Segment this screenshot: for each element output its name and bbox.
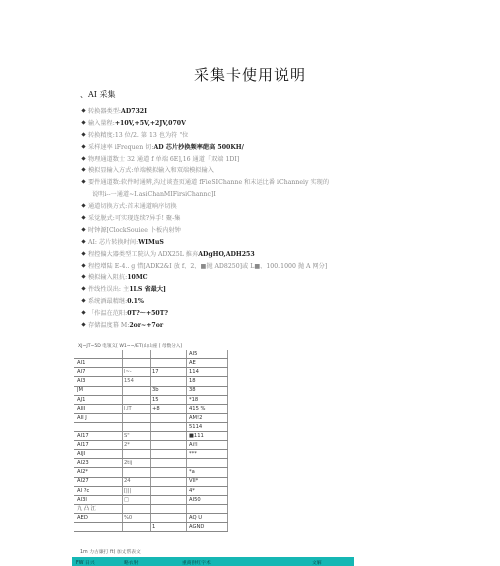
table-row bbox=[74, 514, 228, 523]
table-row bbox=[74, 432, 228, 441]
table-row bbox=[74, 487, 228, 496]
spec-key: 模拟显输入方式:单端模拟输入和双端模拟输入 bbox=[88, 167, 214, 175]
pin-table-caption: XJ~JT~5D 电领义[ W1~~/ET(山山座 [ 母数分入] bbox=[78, 344, 183, 349]
spec-line bbox=[82, 130, 382, 142]
table-cell: AI3I bbox=[77, 496, 87, 503]
document-title: 采集卡使用说明 bbox=[193, 66, 306, 84]
spec-line bbox=[82, 118, 382, 130]
table-cell: *a bbox=[189, 469, 195, 476]
table-cell: AI3 bbox=[77, 378, 86, 385]
table-cell: *** bbox=[189, 451, 197, 458]
table-row bbox=[74, 441, 228, 450]
bullet-icon bbox=[81, 156, 85, 160]
spec-key: 「作温在范阳: bbox=[88, 310, 128, 318]
spec-key: 系统酒最精继: bbox=[88, 298, 128, 306]
spec-line bbox=[82, 308, 382, 320]
table-row bbox=[74, 450, 228, 459]
table-cell: AI27 bbox=[77, 478, 89, 485]
table-cell: ■111 bbox=[189, 432, 204, 439]
table-row bbox=[74, 414, 228, 423]
spec-line bbox=[82, 225, 382, 237]
spec-key: 程控增陆 E-4.. g 惜[ADK2&I 放 f、2、■抛 AD8250]或 L■、100.1000 抛 A 网分] bbox=[88, 262, 328, 270]
bullet-icon bbox=[81, 251, 85, 255]
spec-value: AD 芯片抄换频率葩高 500KH/ bbox=[153, 143, 244, 151]
table-cell: 4* bbox=[189, 487, 195, 494]
spec-line bbox=[82, 284, 382, 296]
spec-line bbox=[82, 320, 382, 332]
table-row bbox=[74, 523, 228, 532]
table-row bbox=[74, 423, 228, 432]
spec-key: 通道切换方式:首末通道晌序切换 bbox=[88, 203, 177, 211]
spec-value: 0.1% bbox=[127, 298, 144, 306]
table-row bbox=[74, 468, 228, 477]
table-row bbox=[74, 377, 228, 386]
bullet-icon bbox=[81, 168, 85, 172]
table-cell: 3b bbox=[152, 387, 159, 394]
spec-line bbox=[82, 237, 382, 249]
table-cell: AIJI bbox=[77, 451, 86, 458]
table-cell: 5114 bbox=[189, 423, 203, 430]
spec-line bbox=[82, 189, 382, 201]
footer-caption: 1m 力古廉打 ft) 加丈帮表文 bbox=[80, 550, 141, 555]
table-row bbox=[74, 505, 228, 514]
table-row bbox=[74, 459, 228, 468]
table-cell: AE bbox=[189, 360, 196, 367]
table-cell: 九 凸 江 bbox=[77, 505, 96, 512]
spec-line bbox=[82, 261, 382, 273]
table-row bbox=[74, 368, 228, 377]
spec-key: 转换器类型: bbox=[88, 108, 122, 115]
table-cell: AI23 bbox=[77, 460, 89, 467]
table-cell: AI5 bbox=[189, 351, 198, 357]
bullet-icon bbox=[81, 204, 85, 208]
spec-line bbox=[82, 165, 382, 177]
spec-key: 存储温度幕 M: bbox=[88, 322, 130, 330]
spec-list bbox=[82, 106, 382, 332]
spec-line bbox=[82, 106, 382, 118]
table-cell: 1 bbox=[152, 523, 156, 530]
bullet-icon bbox=[81, 227, 85, 231]
section-heading: 、AI 采集 bbox=[80, 90, 116, 99]
table-cell: 415 % bbox=[189, 405, 206, 412]
bullet-icon bbox=[81, 322, 85, 326]
bullet-icon bbox=[81, 120, 85, 124]
spec-line bbox=[82, 142, 382, 154]
table-cell: AJ1 bbox=[77, 396, 86, 403]
footer-cell: 文解 bbox=[312, 561, 322, 566]
spec-key: 件线性误出: 主 bbox=[88, 286, 130, 294]
table-row bbox=[74, 477, 228, 486]
spec-key: 程控偏大器类型工院认为 ADX25L 推弃 bbox=[88, 250, 199, 258]
table-cell: JM bbox=[77, 387, 84, 394]
table-cell: VII* bbox=[189, 478, 199, 485]
table-cell: S" bbox=[124, 432, 130, 439]
spec-key: 说明i--一通道~I.asiChanMIFirsiChannc]I bbox=[92, 191, 216, 199]
table-row bbox=[74, 350, 228, 359]
table-cell: AII J bbox=[77, 414, 87, 421]
spec-value: WIMuS bbox=[138, 238, 164, 246]
table-row bbox=[74, 405, 228, 414]
table-cell: 2tij bbox=[124, 460, 133, 467]
spec-line bbox=[82, 201, 382, 213]
spec-key: 时钟源[ClockSouiee 卜板内射钟 bbox=[88, 226, 181, 234]
spec-line bbox=[82, 272, 382, 284]
bullet-icon bbox=[81, 299, 85, 303]
table-row bbox=[74, 396, 228, 405]
table-row bbox=[74, 386, 228, 395]
table-cell: AIII bbox=[77, 405, 86, 412]
spec-key: 转换精度:13 位/2. 第 13 也为符 "位 bbox=[88, 131, 189, 139]
spec-key: 输入量程: bbox=[88, 119, 115, 127]
table-cell: AI2* bbox=[77, 469, 88, 476]
spec-line bbox=[82, 177, 382, 189]
table-cell: 2* bbox=[124, 442, 130, 448]
table-cell: 24 bbox=[124, 478, 131, 485]
pin-table bbox=[74, 350, 228, 532]
table-cell: 154 bbox=[124, 378, 134, 385]
table-cell: 38 bbox=[189, 387, 196, 394]
table-cell: AI ?c bbox=[77, 487, 90, 494]
table-row bbox=[74, 359, 228, 368]
spec-value: 10MC bbox=[127, 274, 148, 282]
spec-line bbox=[82, 296, 382, 308]
table-cell: l.lT bbox=[124, 405, 132, 412]
bullet-icon bbox=[81, 144, 85, 148]
table-cell: +8 bbox=[152, 405, 160, 412]
spec-key: 物理通道数士 32 通道 f 单端 6E],16 通道「双端 1DI] bbox=[88, 155, 240, 163]
table-cell: 114 bbox=[189, 369, 199, 376]
spec-value: 2or~+7or bbox=[129, 322, 164, 330]
footer-bar bbox=[72, 557, 354, 566]
spec-line bbox=[82, 154, 382, 166]
bullet-icon bbox=[81, 239, 85, 243]
spec-key: 模拟输入阻抗: bbox=[88, 274, 128, 282]
table-cell: AI17 bbox=[77, 442, 89, 448]
bullet-icon bbox=[81, 215, 85, 219]
spec-line bbox=[82, 213, 382, 225]
table-cell: AI1 bbox=[77, 360, 86, 367]
table-cell: AGND bbox=[189, 523, 205, 530]
spec-value: AD732I bbox=[121, 108, 148, 115]
spec-key: AI: 芯片转换时间: bbox=[88, 238, 139, 246]
table-cell: Ai!l bbox=[189, 442, 198, 448]
table-cell: AI7 bbox=[77, 369, 86, 376]
table-cell: *18 bbox=[189, 396, 199, 403]
table-row bbox=[74, 496, 228, 505]
spec-value: +10V,+5V,+2JV,070V bbox=[114, 119, 186, 127]
spec-key: 采觉脱式:可实现连续?异手! 聚-集 bbox=[88, 215, 181, 223]
table-cell: 18 bbox=[189, 378, 196, 385]
footer-cell: 略衣射 bbox=[124, 561, 139, 566]
spec-key: 要件通道数:软件时通辨,沟过谈查页通道 fFieSIChanne 和末运比番 iChanneiy 实现的 bbox=[88, 179, 330, 187]
table-cell: AI50 bbox=[189, 496, 201, 503]
table-cell: %0 bbox=[124, 514, 133, 521]
bullet-icon bbox=[81, 275, 85, 279]
spec-line bbox=[82, 249, 382, 261]
table-cell: 17 bbox=[152, 369, 159, 376]
bullet-icon bbox=[81, 263, 85, 267]
table-cell: AED bbox=[77, 514, 88, 521]
bullet-icon bbox=[81, 311, 85, 315]
table-cell: l~- bbox=[124, 369, 132, 376]
table-cell: 15 bbox=[152, 396, 159, 403]
footer-cell: 重商供红字术 bbox=[182, 561, 211, 566]
table-cell: AQ U bbox=[189, 514, 202, 521]
bullet-icon bbox=[81, 180, 85, 184]
bullet-icon bbox=[81, 287, 85, 291]
table-cell: AM!2 bbox=[189, 414, 203, 421]
table-cell: AI17 bbox=[77, 432, 89, 439]
spec-key: 采样速率 iFrequen 切: bbox=[88, 143, 154, 151]
spec-value: ADgHO,ADH253 bbox=[198, 250, 255, 258]
table-cell: [||| bbox=[124, 487, 132, 494]
bullet-icon bbox=[81, 132, 85, 136]
table-cell: □ bbox=[124, 496, 129, 503]
footer-cell: FW 日兴 bbox=[76, 561, 95, 566]
spec-value: 1LS 省最大] bbox=[129, 286, 166, 294]
bullet-icon bbox=[81, 108, 85, 112]
spec-value: 0T?〜+50T? bbox=[127, 310, 168, 318]
